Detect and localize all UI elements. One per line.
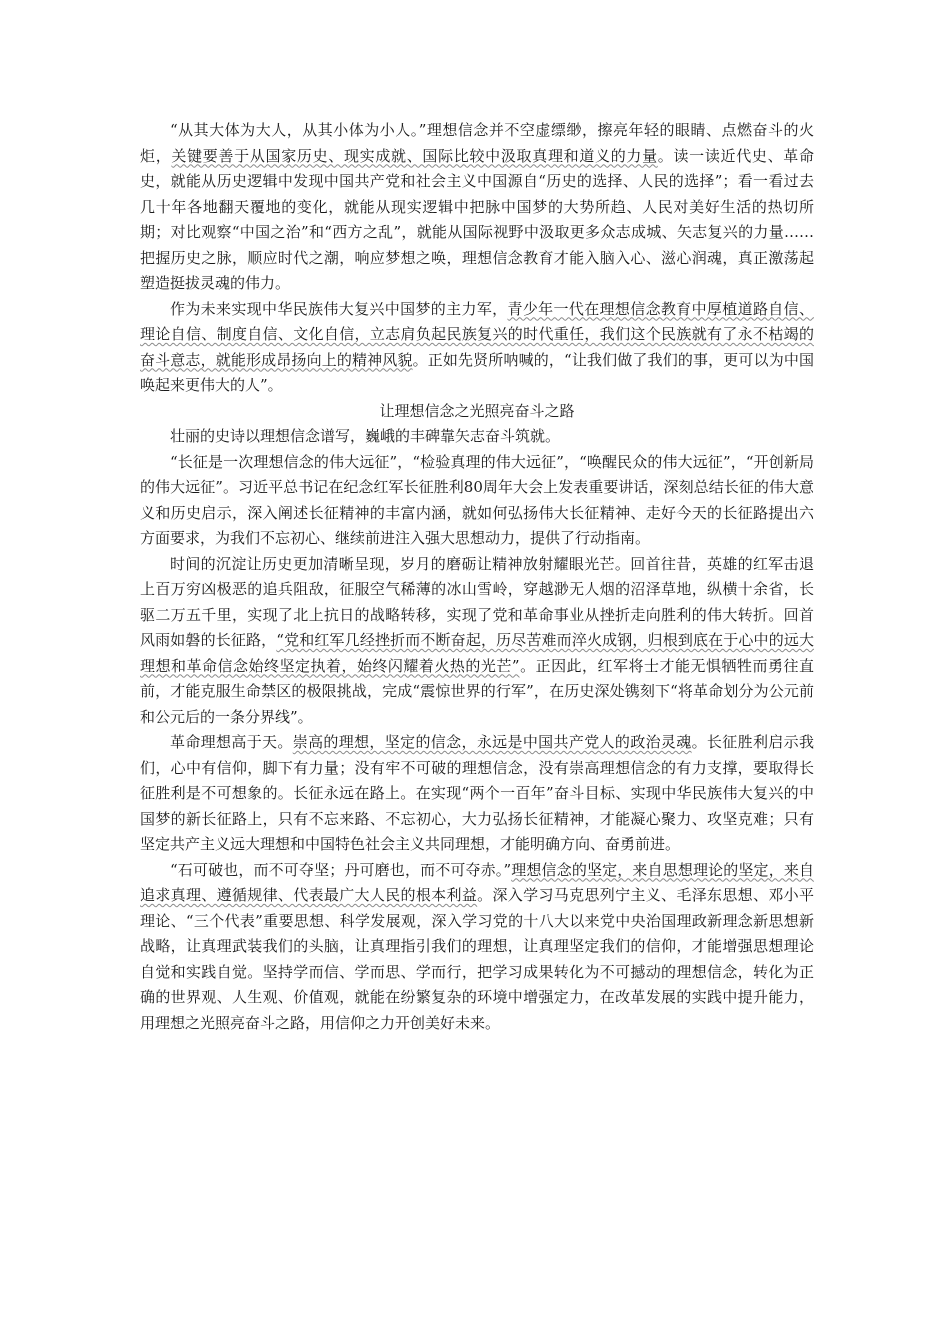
- paragraph-5: [140, 552, 814, 731]
- wavy-underlined-text: 青少年一代在理想信念教育中厚植道路自信、理论自信、制度自信、文化自信，立志肩负起民族复兴的时代重任，我们这个民族就有了永不枯竭的奋斗意志，就能形成昂扬向上的精神风貌: [140, 299, 814, 369]
- paragraph-text: “长征是一次理想信念的伟大远征”，“检验真理的伟大远征”，“唤醒民众的伟大远征”，“开创新局的伟大远征”。习近平总书记在纪念红军长征胜利80周年大会上发表重要讲话，深刻总结长征的伟大意义和历史启示，深入阐述长征精神的丰富内涵，就如何弘扬伟大长征精神、走好今天的长征路提出六方面要求，为我们不忘初心、继续前进注入强大思想动力，提供了行动指南。: [140, 452, 814, 547]
- paragraph-3: [140, 424, 814, 450]
- paragraph-2: [140, 297, 814, 399]
- wavy-underlined-text: “党和红军几经挫折而不断奋起，历尽苦难而淬火成钢，归根到底在于心中的远大理想和革命信念始终坚定执着，始终闪耀着火热的光芒”: [140, 631, 814, 675]
- paragraph-4: [140, 450, 814, 552]
- paragraph-text: “石可破也，而不可夺坚；丹可磨也，而不可夺赤。”: [170, 860, 512, 879]
- paragraph-7: [140, 858, 814, 1037]
- paragraph-6: [140, 730, 814, 858]
- wavy-underlined-text: 崇高的理想，坚定的信念，永远是中国共产党人的政治灵魂: [292, 733, 692, 751]
- section-heading: 让理想信念之光照亮奋斗之路: [379, 401, 575, 420]
- paragraph-text: 革命理想高于天。: [170, 733, 293, 751]
- paragraph-text: 。正因此，红军将士才能无惧牺牲而勇往直前，才能克服生命禁区的极限挑战，完成“震惊世界的行军”，在历史深处镌刻下“将革命划分为公元前和公元后的一条分界线”。: [140, 656, 814, 726]
- paragraph-text: 作为未来实现中华民族伟大复兴中国梦的主力军，: [170, 299, 508, 318]
- paragraph-1: [140, 118, 814, 297]
- paragraph-text: 。深入学习马克思列宁主义、毛泽东思想、邓小平理论、“三个代表”重要思想、科学发展观，深入学习党的十八大以来党中央治国理政新理念新思想新战略，让真理武装我们的头脑，让真理指引我们的理想，让真理坚定我们的信仰，才能增强思想理论自觉和实践自觉。坚持学而信、学而思、学而行，把学习成果转化为不可撼动的理想信念，转化为正确的世界观、人生观、价值观，就能在纷繁复杂的环境中增强定力，在改革发展的实践中提升能力，用理想之光照亮奋斗之路，用信仰之力开创美好未来。: [140, 886, 814, 1032]
- document-page: [140, 118, 814, 1036]
- wavy-underlined-text: 关键要善于从国家历史、现实成就、国际比较中汲取真理和道义的力量: [171, 146, 658, 165]
- paragraph-text: “从其大体为大人，从其小体为小人。”理想信念并不空虚缥缈，擦亮年轻的眼睛、点燃奋斗的火炬，: [140, 121, 814, 165]
- paragraph-text: 。长征胜利启示我们，心中有信仰，脚下有力量；没有牢不可破的理想信念，没有崇高理想信念的有力支撑，要取得长征胜利是不可想象的。长征永远在路上。在实现“两个一百年”奋斗目标、实现中华民族伟大复兴的中国梦的新长征路上，只有不忘来路、不忘初心，大力弘扬长征精神，才能凝心聚力、攻坚克难；只有坚定共产主义远大理想和中国特色社会主义共同理想，才能明确方向、奋勇前进。: [140, 733, 814, 853]
- paragraph-text: 壮丽的史诗以理想信念谱写，巍峨的丰碑靠矢志奋斗筑就。: [170, 427, 561, 445]
- wavy-underlined-text: 理想信念的坚定，来自思想理论的坚定，来自追求真理、遵循规律、代表最广大人民的根本利益: [140, 860, 814, 904]
- paragraph-text: 。正如先贤所呐喊的，“让我们做了我们的事，更可以为中国唤起来更伟大的人”。: [140, 350, 814, 394]
- paragraph-text: 。读一读近代史、革命史，就能从历史逻辑中发现中国共产党和社会主义中国源自“历史的选择、人民的选择”；看一看过去几十年各地翻天覆地的变化，就能从现实逻辑中把脉中国梦的大势所趋、人民对美好生活的热切所期；对比观察“中国之治”和“西方之乱”，就能从国际视野中汲取更多众志成城、矢志复兴的力量……把握历史之脉，顺应时代之潮，响应梦想之唤，理想信念教育才能入脑入心、滋心润魂，真正激荡起塑造挺拔灵魂的伟力。: [140, 146, 814, 292]
- paragraph-text: 时间的沉淀让历史更加清晰呈现，岁月的磨砺让精神放射耀眼光芒。回首往昔，英雄的红军击退上百万穷凶极恶的追兵阻敌，征服空气稀薄的冰山雪岭，穿越渺无人烟的沼泽草地，纵横十余省，长驱二万五千里，实现了北上抗日的战略转移，实现了党和革命事业从挫折走向胜利的伟大转折。回首风雨如磐的长征路，: [140, 554, 814, 649]
